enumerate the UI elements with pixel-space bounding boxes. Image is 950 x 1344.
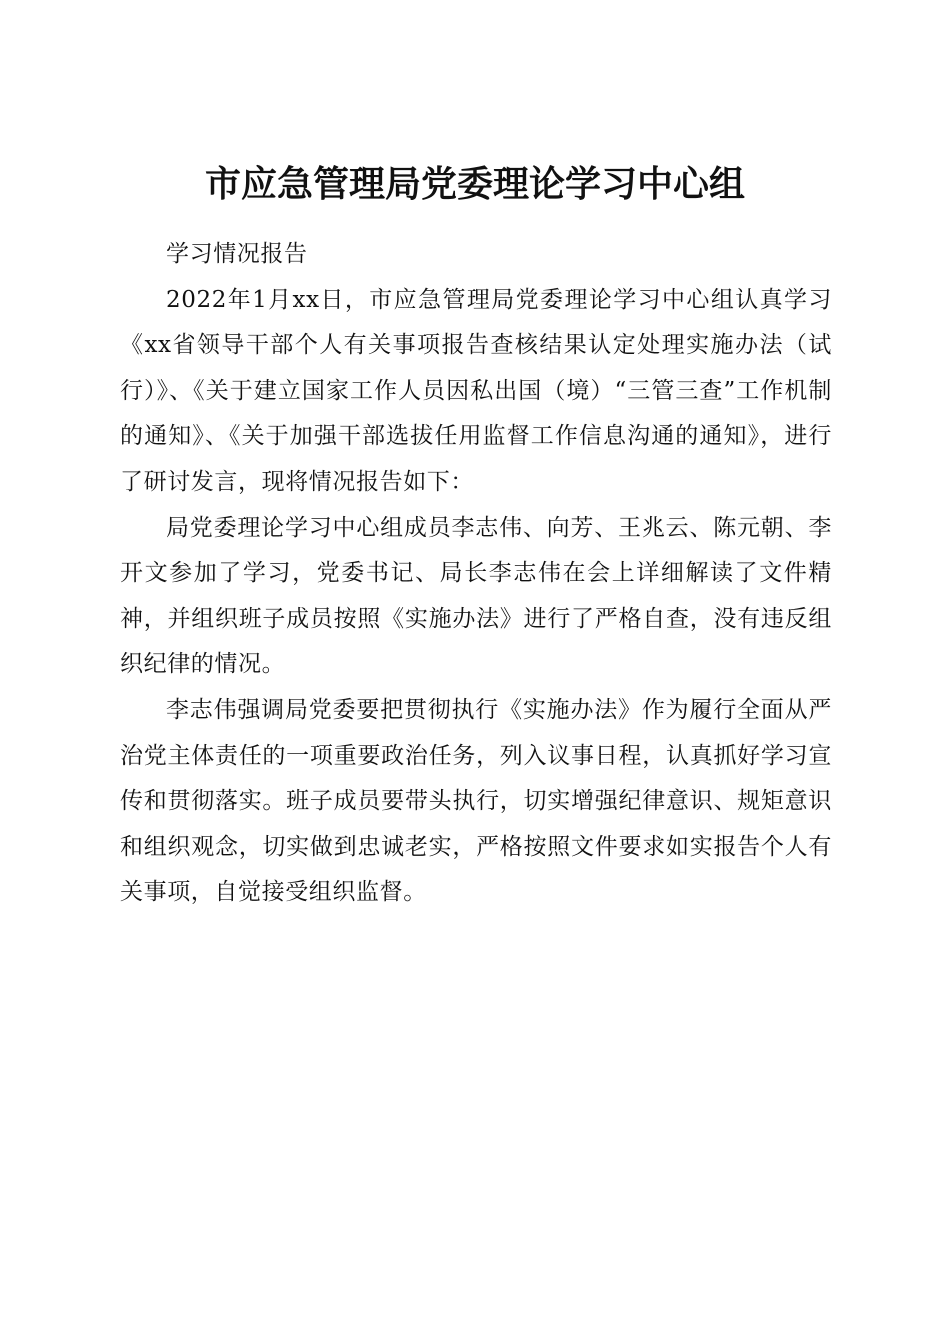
paragraph-subtitle: 学习情况报告 bbox=[166, 241, 308, 267]
document-title: 市应急管理局党委理论学习中心组 bbox=[204, 163, 745, 206]
document-body bbox=[120, 232, 832, 916]
paragraph-emphasis: 李志伟强调局党委要把贯彻执行《实施办法》作为履行全面从严治党主体责任的一项重要政治任务，列入议事日程，认真抓好学习宣传和贯彻落实。班子成员要带头执行，切实增强纪律意识、规矩意识和组织观念，切实做到忠诚老实，严格按照文件要求如实报告个人有关事项，自觉接受组织监督。 bbox=[120, 696, 832, 906]
paragraph-intro: 2022年1月xx日，市应急管理局党委理论学习中心组认真学习《xx省领导干部个人有关事项报告查核结果认定处理实施办法（试行）》、《关于建立国家工作人员因私出国（境）“三管三查”工作机制的通知》、《关于加强干部选拔任用监督工作信息沟通的通知》，进行了研讨发言，现将情况报告如下： bbox=[120, 286, 832, 495]
paragraph-attendance: 局党委理论学习中心组成员李志伟、向芳、王兆云、陈元朝、李开文参加了学习，党委书记、局长李志伟在会上详细解读了文件精神，并组织班子成员按照《实施办法》进行了严格自查，没有违反组织纪律的情况。 bbox=[120, 514, 832, 678]
